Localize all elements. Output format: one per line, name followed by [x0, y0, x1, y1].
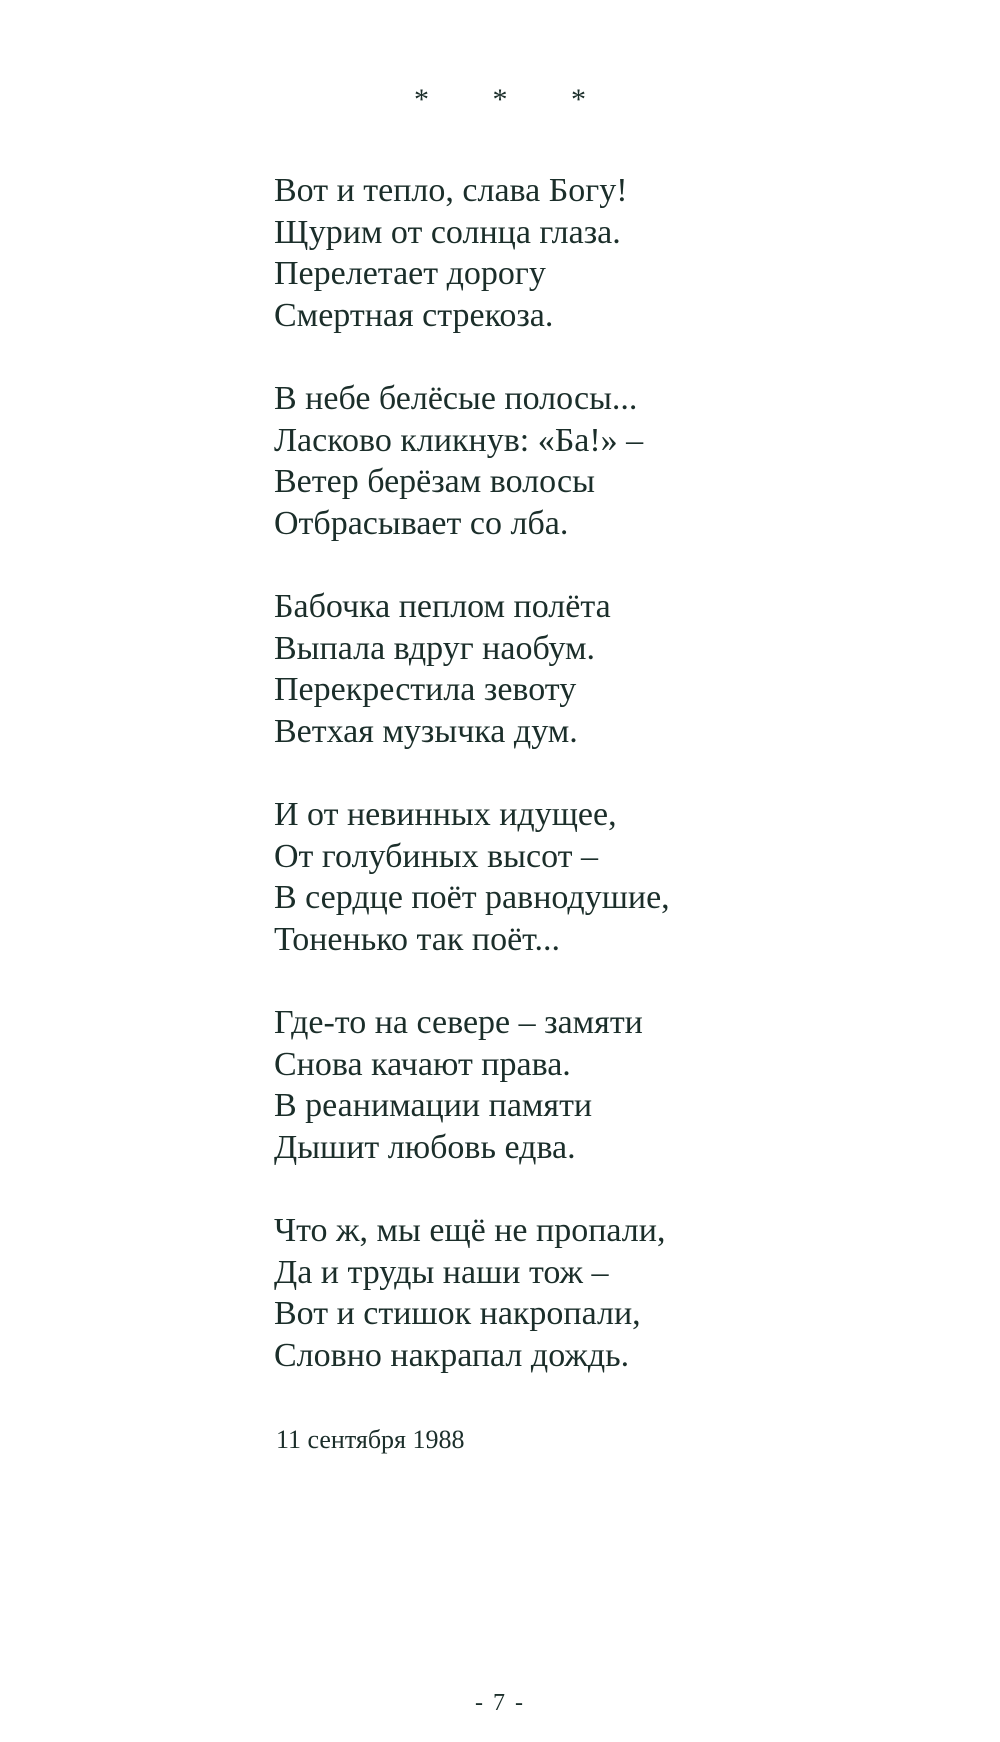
- poem-line: Да и труды наши тож –: [274, 1253, 609, 1291]
- poem-line: Что ж, мы ещё не пропали,: [274, 1212, 666, 1249]
- page-number: - 7 -: [475, 1690, 525, 1716]
- poem-line: Ласково кликнув: «Ба!» –: [274, 421, 644, 459]
- stanza: [274, 1210, 894, 1376]
- poem: [274, 170, 894, 1418]
- stanza: [274, 586, 894, 752]
- poem-line: Словно накрапал дождь.: [274, 1336, 630, 1374]
- poem-line: Где-то на севере – замяти: [274, 1004, 643, 1041]
- stanza: [274, 794, 894, 960]
- poem-date: 11 сентября 1988: [276, 1425, 465, 1454]
- stanza: [274, 170, 894, 336]
- poem-line: Вот и тепло, слава Богу!: [274, 172, 628, 209]
- poem-line: В сердце поёт равнодушие,: [274, 879, 670, 916]
- poem-line: В реанимации памяти: [274, 1087, 593, 1124]
- poem-line: Смертная стрекоза.: [274, 296, 554, 334]
- section-ornament: * * *: [414, 83, 614, 116]
- poem-line: Выпала вдруг наобум.: [274, 629, 596, 667]
- poem-line: Снова качают права.: [274, 1045, 571, 1083]
- poem-line: Перекрестила зевоту: [274, 671, 577, 708]
- poem-line: От голубиных высот –: [274, 837, 599, 875]
- poem-line: Перелетает дорогу: [274, 255, 546, 292]
- poem-line: Тоненько так поёт...: [274, 920, 560, 958]
- poem-line: Отбрасывает со лба.: [274, 504, 569, 542]
- poem-line: Щурим от солнца глаза.: [274, 213, 621, 251]
- poem-line: Ветхая музычка дум.: [274, 712, 578, 750]
- poem-line: И от невинных идущее,: [274, 796, 617, 833]
- poem-line: Ветер берёзам волосы: [274, 463, 595, 500]
- poem-line: Дышит любовь едва.: [274, 1128, 576, 1166]
- stanza: [274, 378, 894, 544]
- stanza: [274, 1002, 894, 1168]
- poem-line: Бабочка пеплом полёта: [274, 588, 611, 625]
- poem-line: Вот и стишок накропали,: [274, 1295, 641, 1332]
- poem-line: В небе белёсые полосы...: [274, 380, 638, 417]
